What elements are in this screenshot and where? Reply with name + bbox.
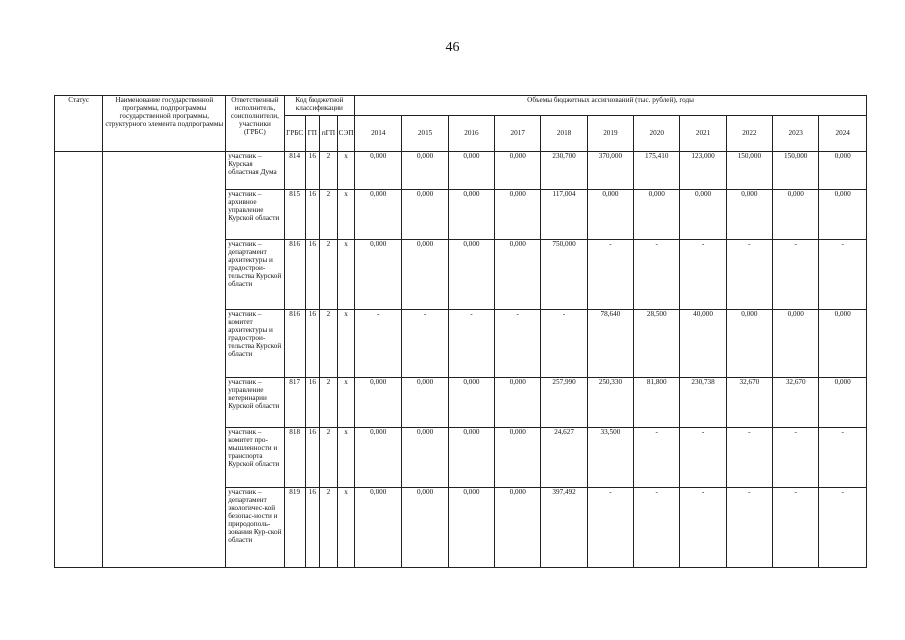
amount-cell: 0,000 — [402, 378, 448, 428]
amount-cell: - — [819, 428, 867, 488]
amount-cell: - — [587, 488, 633, 568]
amount-cell: 0,000 — [495, 240, 541, 310]
header-year: 2014 — [355, 116, 402, 152]
code-grbs-cell: 814 — [284, 152, 305, 190]
code-gp-cell: 16 — [305, 240, 319, 310]
amount-cell: 0,000 — [355, 378, 402, 428]
header-executor: Ответственный исполнитель, соисполнители, участники (ГРБС) — [226, 96, 284, 152]
header-year: 2024 — [819, 116, 867, 152]
amount-cell: 230,738 — [680, 378, 726, 428]
amount-cell: 32,670 — [773, 378, 819, 428]
amount-cell: - — [355, 310, 402, 378]
amount-cell: - — [587, 240, 633, 310]
amount-cell: 123,000 — [680, 152, 726, 190]
amount-cell: 150,000 — [726, 152, 772, 190]
header-status: Статус — [55, 96, 103, 152]
code-sep-cell: х — [337, 190, 354, 240]
header-year: 2023 — [773, 116, 819, 152]
amount-cell: - — [680, 488, 726, 568]
code-gp-cell: 16 — [305, 152, 319, 190]
amount-cell: 0,000 — [355, 240, 402, 310]
amount-cell: 0,000 — [819, 310, 867, 378]
amount-cell: - — [726, 488, 772, 568]
amount-cell: 0,000 — [355, 488, 402, 568]
amount-cell: 150,000 — [773, 152, 819, 190]
header-year: 2017 — [495, 116, 541, 152]
amount-cell: 750,000 — [541, 240, 587, 310]
amount-cell: 78,640 — [587, 310, 633, 378]
code-sep-cell: х — [337, 152, 354, 190]
code-grbs-cell: 818 — [284, 428, 305, 488]
amount-cell: 0,000 — [773, 190, 819, 240]
amount-cell: - — [634, 240, 680, 310]
amount-cell: 0,000 — [355, 428, 402, 488]
header-name: Наименование государственной программы, подпрограммы государственной программы, структурного элемента подпрограммы — [103, 96, 226, 152]
code-grbs-cell: 819 — [284, 488, 305, 568]
code-gp-cell: 16 — [305, 378, 319, 428]
code-sep-cell: х — [337, 240, 354, 310]
amount-cell: 0,000 — [402, 428, 448, 488]
executor-cell: участник – архивное управление Курской области — [226, 190, 284, 240]
code-pgp-cell: 2 — [319, 428, 337, 488]
amount-cell: 0,000 — [402, 190, 448, 240]
header-code-pgp: пГП — [319, 116, 337, 152]
code-pgp-cell: 2 — [319, 240, 337, 310]
amount-cell: 397,492 — [541, 488, 587, 568]
header-year: 2022 — [726, 116, 772, 152]
header-year: 2019 — [587, 116, 633, 152]
amount-cell: 0,000 — [448, 428, 494, 488]
amount-cell: - — [495, 310, 541, 378]
amount-cell: 0,000 — [495, 152, 541, 190]
amount-cell: 0,000 — [495, 378, 541, 428]
amount-cell: 0,000 — [402, 152, 448, 190]
amount-cell: - — [634, 428, 680, 488]
amount-cell: - — [726, 428, 772, 488]
amount-cell: - — [773, 428, 819, 488]
amount-cell: 81,800 — [634, 378, 680, 428]
code-pgp-cell: 2 — [319, 152, 337, 190]
code-gp-cell: 16 — [305, 190, 319, 240]
amount-cell: 0,000 — [355, 152, 402, 190]
amount-cell: 33,500 — [587, 428, 633, 488]
header-year: 2018 — [541, 116, 587, 152]
amount-cell: 0,000 — [448, 488, 494, 568]
amount-cell: 0,000 — [819, 152, 867, 190]
amount-cell: 257,990 — [541, 378, 587, 428]
header-year: 2016 — [448, 116, 494, 152]
amount-cell: 40,000 — [680, 310, 726, 378]
header-year: 2020 — [634, 116, 680, 152]
amount-cell: 230,700 — [541, 152, 587, 190]
amount-cell: - — [402, 310, 448, 378]
header-code-group: Код бюджетной классификации — [284, 96, 354, 116]
amount-cell: - — [819, 240, 867, 310]
program-name-cell — [103, 152, 226, 568]
amount-cell: 0,000 — [495, 190, 541, 240]
amount-cell: 28,500 — [634, 310, 680, 378]
amount-cell: - — [680, 240, 726, 310]
amount-cell: 0,000 — [819, 378, 867, 428]
amount-cell: 0,000 — [402, 240, 448, 310]
code-pgp-cell: 2 — [319, 488, 337, 568]
amount-cell: - — [634, 488, 680, 568]
table-row — [55, 152, 867, 190]
amount-cell: - — [541, 310, 587, 378]
amount-cell: 0,000 — [495, 488, 541, 568]
amount-cell: - — [773, 488, 819, 568]
amount-cell: 0,000 — [773, 310, 819, 378]
amount-cell: 0,000 — [495, 428, 541, 488]
executor-cell: участник – департамент экологичес-кой безопас-ности и природополь-зования Кур-ской области — [226, 488, 284, 568]
amount-cell: 0,000 — [587, 190, 633, 240]
amount-cell: 250,330 — [587, 378, 633, 428]
code-sep-cell: х — [337, 428, 354, 488]
amount-cell: 0,000 — [680, 190, 726, 240]
table-body — [55, 152, 867, 568]
header-code-sep: СЭП — [337, 116, 354, 152]
code-gp-cell: 16 — [305, 428, 319, 488]
amount-cell: - — [819, 488, 867, 568]
header-amounts-group: Объемы бюджетных ассигнований (тыс. рублей), годы — [355, 96, 867, 116]
amount-cell: - — [448, 310, 494, 378]
executor-cell: участник – комитет про-мышленности и транспорта Курской области — [226, 428, 284, 488]
amount-cell: 117,004 — [541, 190, 587, 240]
header-year: 2021 — [680, 116, 726, 152]
code-pgp-cell: 2 — [319, 190, 337, 240]
code-grbs-cell: 815 — [284, 190, 305, 240]
amount-cell: - — [773, 240, 819, 310]
amount-cell: 32,670 — [726, 378, 772, 428]
budget-table — [54, 95, 867, 568]
status-cell — [55, 152, 103, 568]
executor-cell: участник – комитет архитектуры и градострои-тельства Курской области — [226, 310, 284, 378]
code-sep-cell: х — [337, 488, 354, 568]
amount-cell: - — [680, 428, 726, 488]
amount-cell: 0,000 — [402, 488, 448, 568]
code-grbs-cell: 816 — [284, 240, 305, 310]
amount-cell: 0,000 — [448, 240, 494, 310]
amount-cell: 0,000 — [726, 190, 772, 240]
amount-cell: 175,410 — [634, 152, 680, 190]
amount-cell: 0,000 — [448, 152, 494, 190]
code-gp-cell: 16 — [305, 488, 319, 568]
amount-cell: 0,000 — [819, 190, 867, 240]
executor-cell: участник – Курская областная Дума — [226, 152, 284, 190]
header-year: 2015 — [402, 116, 448, 152]
code-sep-cell: х — [337, 310, 354, 378]
code-gp-cell: 16 — [305, 310, 319, 378]
amount-cell: - — [726, 240, 772, 310]
amount-cell: 0,000 — [634, 190, 680, 240]
amount-cell: 0,000 — [448, 190, 494, 240]
amount-cell: 0,000 — [448, 378, 494, 428]
amount-cell: 370,000 — [587, 152, 633, 190]
header-code-gp: ГП — [305, 116, 319, 152]
executor-cell: участник – управление ветеринарии Курской области — [226, 378, 284, 428]
code-pgp-cell: 2 — [319, 378, 337, 428]
code-pgp-cell: 2 — [319, 310, 337, 378]
page-number: 46 — [445, 40, 460, 55]
code-grbs-cell: 816 — [284, 310, 305, 378]
code-grbs-cell: 817 — [284, 378, 305, 428]
amount-cell: 24,627 — [541, 428, 587, 488]
amount-cell: 0,000 — [355, 190, 402, 240]
code-sep-cell: х — [337, 378, 354, 428]
executor-cell: участник – департамент архитектуры и градострои-тельства Курской области — [226, 240, 284, 310]
amount-cell: 0,000 — [726, 310, 772, 378]
header-code-grbs: ГРБС — [284, 116, 305, 152]
table-header — [55, 96, 867, 152]
